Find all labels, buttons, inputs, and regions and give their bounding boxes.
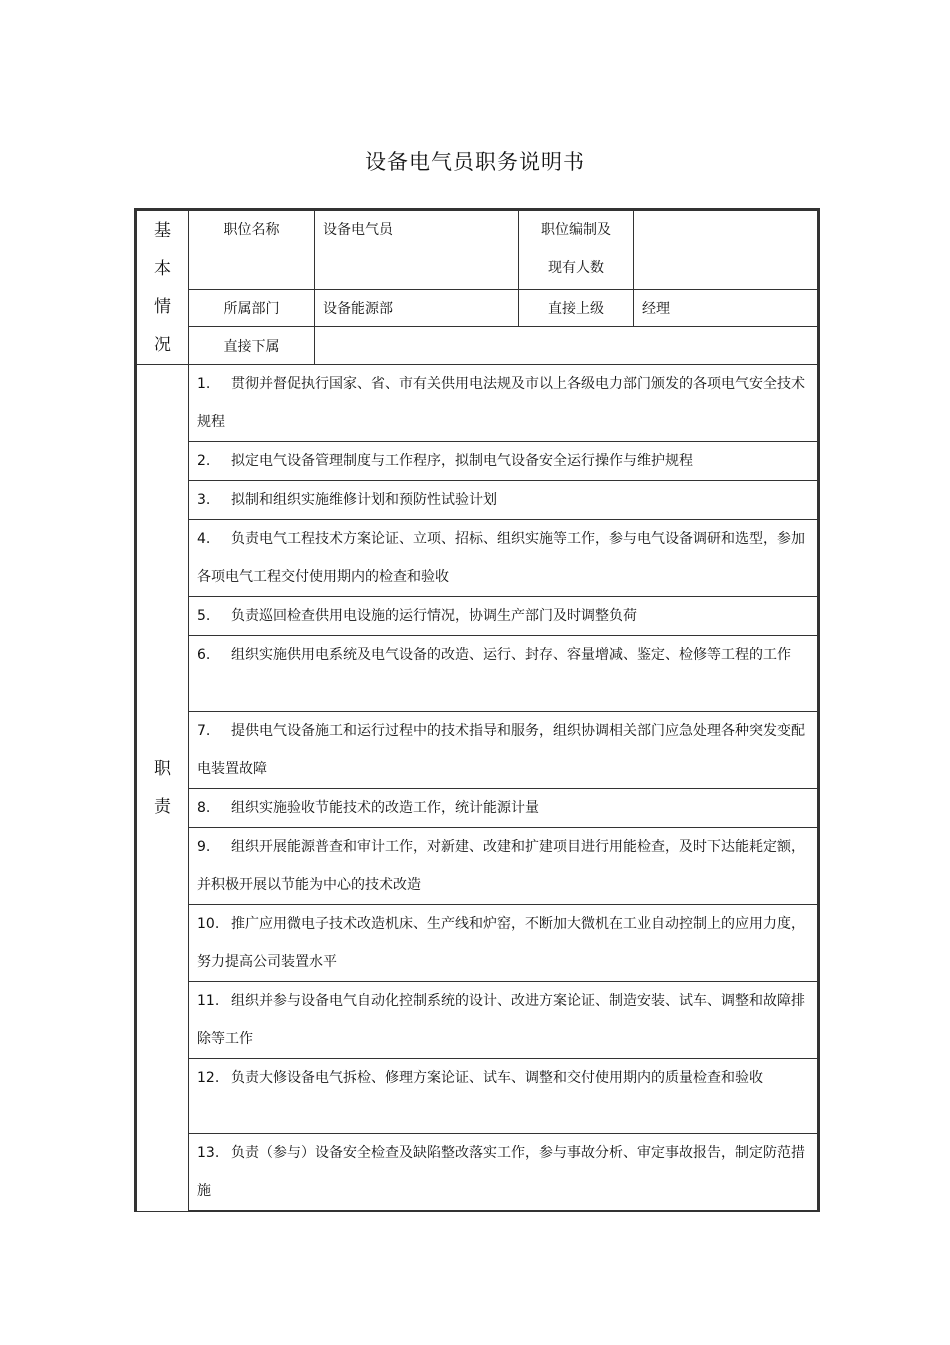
superior-value: 经理 <box>634 290 819 327</box>
subordinate-label: 直接下属 <box>189 327 315 365</box>
duty-item: 12. 负责大修设备电气拆检、修理方案论证、试车、调整和交付使用期内的质量检查和验收 <box>189 1059 819 1134</box>
subordinate-value <box>315 327 819 365</box>
duty-item: 4. 负责电气工程技术方案论证、立项、招标、组织实施等工作，参与电气设备调研和选型，参加各项电气工程交付使用期内的检查和验收 <box>189 520 819 597</box>
document-title: 设备电气员职务说明书 <box>365 150 585 174</box>
position-name-value: 设备电气员 <box>315 210 519 290</box>
duty-item: 3. 拟制和组织实施维修计划和预防性试验计划 <box>189 481 819 520</box>
headcount-value <box>634 210 819 290</box>
duty-item: 5. 负责巡回检查供用电设施的运行情况，协调生产部门及时调整负荷 <box>189 597 819 636</box>
duty-item: 13. 负责（参与）设备安全检查及缺陷整改落实工作，参与事故分析、审定事故报告，制定防范措施 <box>189 1134 819 1212</box>
position-name-label: 职位名称 <box>189 210 315 290</box>
superior-label: 直接上级 <box>519 290 634 327</box>
duty-item: 8. 组织实施验收节能技术的改造工作，统计能源计量 <box>189 789 819 828</box>
duties-section-label: 职 责 <box>136 365 189 1212</box>
job-description-table <box>134 208 820 1212</box>
duty-item: 6. 组织实施供用电系统及电气设备的改造、运行、封存、容量增减、鉴定、检修等工程的工作 <box>189 636 819 712</box>
duty-item: 7. 提供电气设备施工和运行过程中的技术指导和服务，组织协调相关部门应急处理各种突发变配电装置故障 <box>189 712 819 789</box>
department-value: 设备能源部 <box>315 290 519 327</box>
duty-item: 1. 贯彻并督促执行国家、省、市有关供用电法规及市以上各级电力部门颁发的各项电气安全技术规程 <box>189 365 819 442</box>
duty-item: 9. 组织开展能源普查和审计工作，对新建、改建和扩建项目进行用能检查，及时下达能耗定额，并积极开展以节能为中心的技术改造 <box>189 828 819 905</box>
duty-item: 2. 拟定电气设备管理制度与工作程序，拟制电气设备安全运行操作与维护规程 <box>189 442 819 481</box>
department-label: 所属部门 <box>189 290 315 327</box>
basic-info-section-label: 基 本 情 况 <box>136 210 189 365</box>
headcount-label: 职位编制及 现有人数 <box>519 210 634 290</box>
duty-item: 10. 推广应用微电子技术改造机床、生产线和炉窑，不断加大微机在工业自动控制上的应用力度，努力提高公司装置水平 <box>189 905 819 982</box>
duty-item: 11. 组织并参与设备电气自动化控制系统的设计、改进方案论证、制造安装、试车、调整和故障排除等工作 <box>189 982 819 1059</box>
